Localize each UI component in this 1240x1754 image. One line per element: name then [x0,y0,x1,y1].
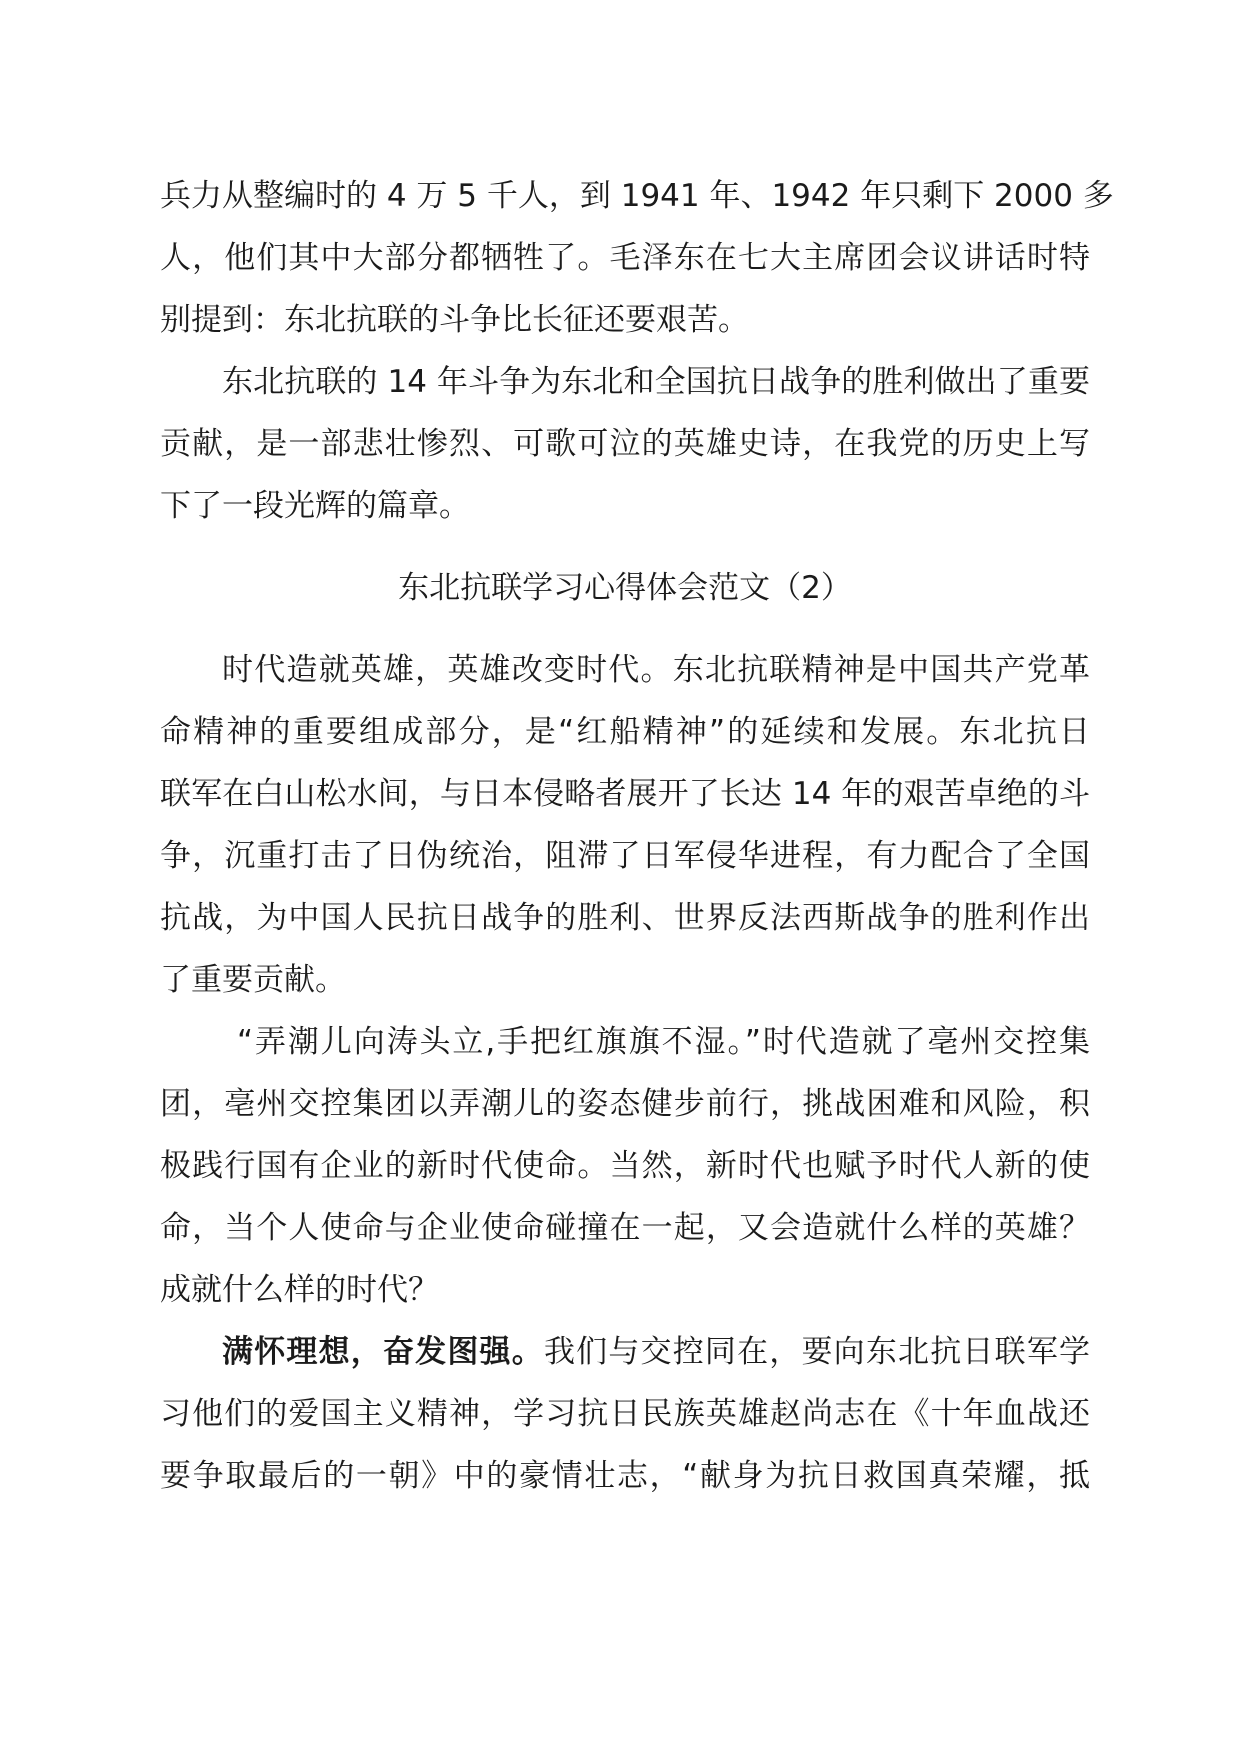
text-line: 贡献，是一部悲壮惨烈、可歌可泣的英雄史诗，在我党的历史上写 [160,426,1090,462]
bold-lead-phrase: 满怀理想，奋发图强。 [222,1334,544,1370]
text-line: 团，亳州交控集团以弄潮儿的姿态健步前行，挑战困难和风险，积 [160,1086,1090,1122]
text-line: 时代造就英雄，英雄改变时代。东北抗联精神是中国共产党革 [222,652,1090,688]
text-line: 成就什么样的时代？ [160,1272,439,1308]
text-line: 东北抗联的 14 年斗争为东北和全国抗日战争的胜利做出了重要 [222,364,1090,400]
text-line: 命精神的重要组成部分，是“红船精神”的延续和发展。东北抗日 [160,714,1090,750]
text-line: 下了一段光辉的篇章。 [160,488,470,524]
text-line: 兵力从整编时的 4 万 5 千人，到 1941 年、1942 年只剩下 2000 多 [160,178,1114,214]
text-line: 联军在白山松水间，与日本侵略者展开了长达 14 年的艰苦卓绝的斗 [160,776,1090,812]
text-line: 别提到：东北抗联的斗争比长征还要艰苦。 [160,302,749,338]
text-line: “弄潮儿向涛头立,手把红旗旗不湿。”时代造就了亳州交控集 [237,1024,1090,1060]
document-body [160,165,1114,1507]
text-run: 我们与交控同在，要向东北抗日联军学 [543,1334,1091,1370]
text-line: 争，沉重打击了日伪统治，阻滞了日军侵华进程，有力配合了全国 [160,838,1090,874]
text-line: 习他们的爱国主义精神，学习抗日民族英雄赵尚志在《十年血战还 [160,1396,1090,1432]
text-line: 极践行国有企业的新时代使命。当然，新时代也赋予时代人新的使 [160,1148,1090,1184]
text-line: 命，当个人使命与企业使命碰撞在一起，又会造就什么样的英雄？ [160,1210,1090,1246]
section-heading: 东北抗联学习心得体会范文（2） [398,570,852,606]
text-line [160,1321,1090,1383]
text-line: 人，他们其中大部分都牺牲了。毛泽东在七大主席团会议讲话时特 [160,240,1090,276]
text-line: 抗战，为中国人民抗日战争的胜利、世界反法西斯战争的胜利作出 [160,900,1090,936]
text-line: 了重要贡献。 [160,962,346,998]
text-line: 要争取最后的一朝》中的豪情壮志，“献身为抗日救国真荣耀，抵 [160,1458,1090,1494]
